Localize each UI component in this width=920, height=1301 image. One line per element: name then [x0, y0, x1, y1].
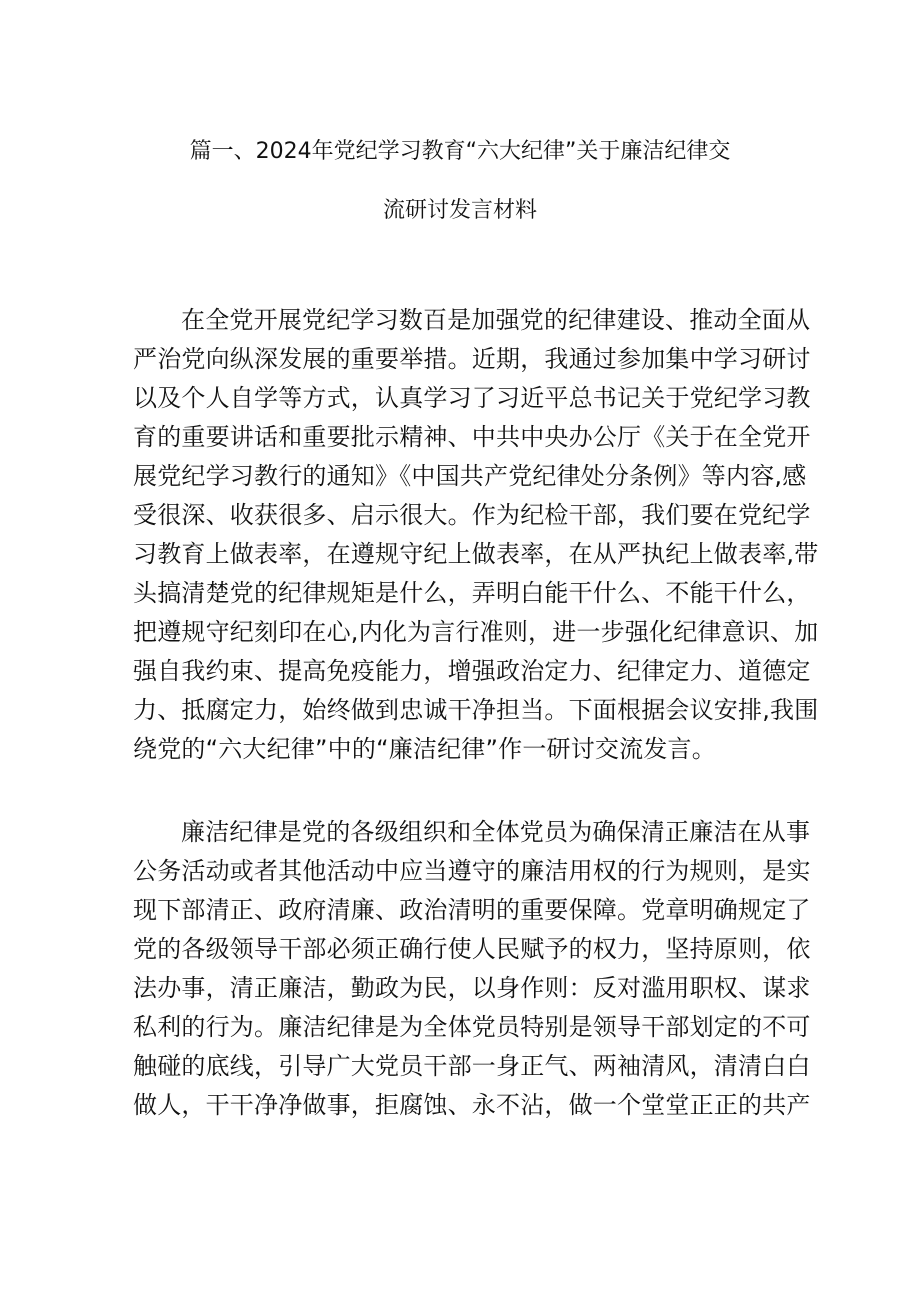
paragraph-1-line: 力、抵腐定力，始终做到忠诚干净担当。下面根据会议安排,我围 [133, 696, 819, 724]
paragraph-1-line: 以及个人自学等方式，认真学习了习近平总书记关于党纪学习教 [133, 384, 811, 412]
paragraph-1-line: 强自我约束、提高免疫能力，增强政治定力、纪律定力、道德定 [133, 657, 811, 685]
document-title-line-2: 流研讨发言材料 [382, 198, 537, 223]
paragraph-1-line: 把遵规守纪刻印在心,内化为言行准则，进一步强化纪律意识、加 [133, 618, 819, 646]
paragraph-2-line: 法办事，清正廉洁，勤政为民，以身作则：反对滥用职权、谋求 [133, 974, 811, 1002]
paragraph-2-line: 公务活动或者其他活动中应当遵守的廉洁用权的行为规则，是实 [133, 857, 811, 885]
paragraph-2-line: 党的各级领导干部必须正确行使人民赋予的权力，坚持原则，依 [133, 935, 811, 963]
paragraph-2-line: 私利的行为。廉洁纪律是为全体党员特别是领导干部划定的不可 [133, 1013, 811, 1041]
paragraph-1-line: 在全党开展党纪学习数百是加强党的纪律建设、推动全面从 [181, 306, 811, 334]
paragraph-2-line: 做人，干干净净做事，拒腐蚀、永不沾，做一个堂堂正正的共产 [133, 1091, 811, 1119]
paragraph-1-line: 绕党的“六大纪律”中的“廉洁纪律”作一研讨交流发言。 [133, 735, 716, 763]
paragraph-1-line: 头搞清楚党的纪律规矩是什么，弄明白能干什么、不能干什么， [133, 579, 811, 607]
paragraph-2-line: 廉洁纪律是党的各级组织和全体党员为确保清正廉洁在从事 [181, 818, 811, 846]
paragraph-2-line: 现下部清正、政府清廉、政治清明的重要保障。党章明确规定了 [133, 896, 811, 924]
paragraph-1-line: 育的重要讲话和重要批示精神、中共中央办公厅《关于在全党开 [133, 423, 811, 451]
paragraph-1-line: 习教育上做表率，在遵规守纪上做表率，在从严执纪上做表率,带 [133, 540, 819, 568]
paragraph-2-line: 触碰的底线，引导广大党员干部一身正气、两袖清风，清清白白 [133, 1052, 811, 1080]
document-title-line-1: 篇一、2024年党纪学习教育“六大纪律”关于廉洁纪律交 [189, 139, 731, 164]
paragraph-1-line: 严治党向纵深发展的重要举措。近期，我通过参加集中学习研讨 [133, 345, 811, 373]
paragraph-1-line: 受很深、收获很多、启示很大。作为纪检干部，我们要在党纪学 [133, 501, 811, 529]
paragraph-1-line: 展党纪学习教行的通知》《中国共产党纪律处分条例》等内容,感 [133, 462, 807, 490]
